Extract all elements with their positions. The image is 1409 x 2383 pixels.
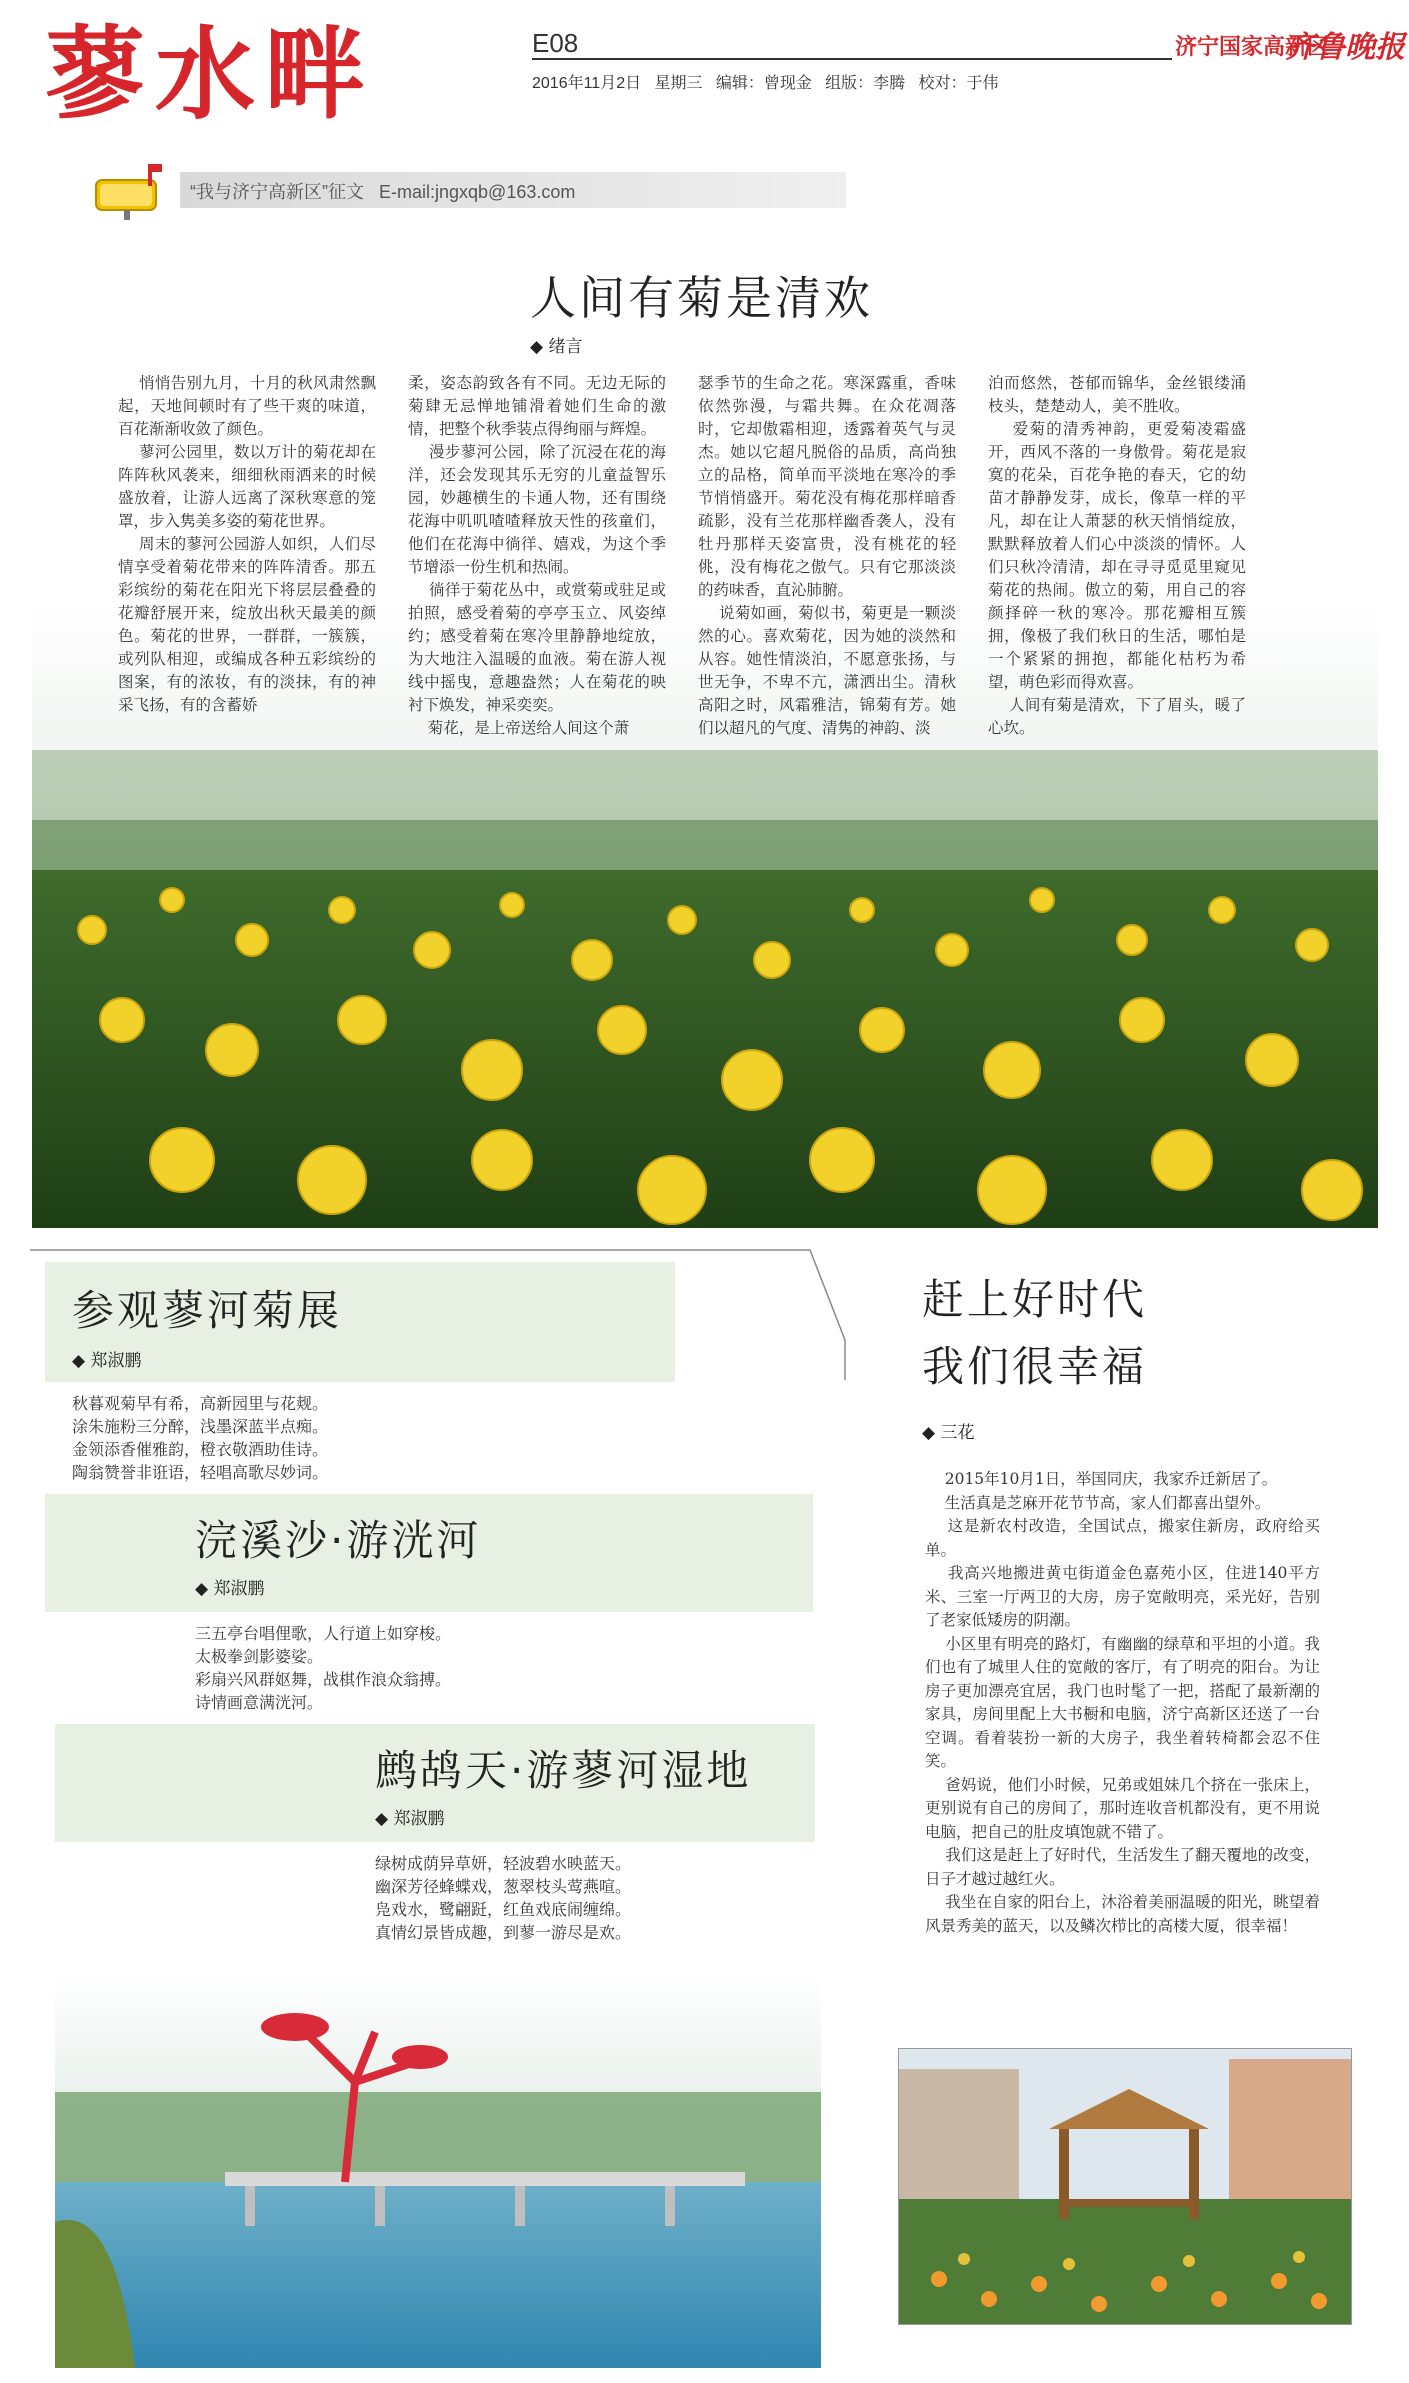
newspaper-logo: 齐鲁晚报 — [1285, 30, 1405, 65]
editor-credit: 编辑：曾现金 — [715, 75, 812, 92]
issue-date: 2016年11月2日 — [532, 75, 642, 92]
right-article-byline: ◆ 三花 — [922, 1423, 975, 1443]
layout-credit: 组版：李腾 — [825, 75, 906, 92]
poem-byline-1: ◆ 郑淑鹏 — [72, 1351, 142, 1371]
article-column-3: 瑟季节的生命之花。寒深露重，香味依然弥漫，与霜共舞。在众花凋落时，它却傲霜相迎，透露着英气与灵杰。她以它超凡脱俗的品质，高尚独立的品格，简单而平淡地在寒冷的季节悄悄盛开。菊花没有梅花那样暗香疏影，没有兰花那样幽香袭人，没有牡丹那样天姿富贵，没有桃花的轻佻，没有梅花之傲气。只有它那淡淡的药味香，直沁肺腑。 说菊如画，菊似书，菊更是一颗淡然的心。喜欢菊花，因为她的淡然和从容。她性情淡泊，不愿意张扬，与世无争，不卑不亢，潇洒出尘。清秋高阳之时，风霜雅洁，锦菊有芳。她们以超凡的气度、清隽的神韵、淡 — [698, 374, 956, 737]
poem-title-1: 参观蓼河菊展 — [72, 1286, 343, 1335]
poem-body-3: 绿树成荫异草妍，轻波碧水映蓝天。 幽深芳径蜂蝶戏，葱翠枝头莺燕喧。 凫戏水，鹭翩跹，红鱼戏底闹缠绵。 真情幻景皆成趣，到蓼一游尽是欢。 — [375, 1854, 632, 1942]
poem-body-2: 三五亭台唱俚歌，人行道上如穿梭。 太极拳剑影婆娑。 彩扇兴风群妪舞，战棋作浪众翁搏。 诗情画意满洸河。 — [195, 1624, 452, 1712]
masthead-rule — [532, 58, 1172, 60]
proof-credit: 校对：于伟 — [918, 75, 999, 92]
banner-email: E-mail:jngxqb@163.com — [379, 182, 576, 202]
wetland-park-photo — [55, 1972, 821, 2368]
mailbox-icon — [90, 158, 170, 220]
right-article-title-line-2: 我们很幸福 — [922, 1342, 1148, 1391]
poem-title-2: 浣溪沙·游洸河 — [195, 1516, 482, 1565]
article-byline: ◆ 绪言 — [530, 337, 583, 357]
article-column-2: 柔，姿态韵致各有不同。无边无际的菊肆无忌惮地铺滑着她们生命的激情，把整个秋季装点得绚丽与辉煌。 漫步蓼河公园，除了沉浸在花的海洋，还会发现其乐无穷的儿童益智乐园，妙趣横生的卡通人物，还有围绕花海中叽叽喳喳释放天性的孩童们，他们在花海中徜徉、嬉戏，为这个季节增添一份生机和热闹。 徜徉于菊花丛中，或赏菊或驻足或拍照，感受着菊的亭亭玉立、风姿绰约；感受着菊在寒冷里静静地绽放，为大地注入温暖的血液。菊在游人视线中摇曳，意趣盎然；人在菊花的映衬下焕发，神采奕奕。 菊花，是上帝送给人间这个萧 — [408, 374, 666, 737]
banner-title: “我与济宁高新区”征文 — [190, 182, 364, 202]
poem-body-1: 秋暮观菊早有希，高新园里与花觌。 涂朱施粉三分醉，浅墨深蓝半点痴。 金领添香催雅韵，橙衣敬酒助佳诗。 陶翁赞誉非诳语，轻唱高歌尽妙词。 — [72, 1394, 329, 1482]
poem-title-3: 鹧鸪天·游蓼河湿地 — [375, 1746, 752, 1795]
brand-name: 济宁国家高新区 — [1175, 35, 1330, 60]
residential-pavilion-photo — [898, 2048, 1352, 2325]
poem-byline-3: ◆ 郑淑鹏 — [375, 1809, 445, 1829]
banner-text — [190, 178, 575, 204]
poem-byline-2: ◆ 郑淑鹏 — [195, 1579, 265, 1599]
page-number: E08 — [532, 28, 579, 58]
issue-weekday: 星期三 — [654, 75, 703, 92]
masthead-title: 蓼水畔 — [45, 16, 375, 133]
article-column-4: 泊而悠然，苍郁而锦华，金丝银缕涌枝头，楚楚动人，美不胜收。 爱菊的清秀神韵，更爱菊凌霜盛开，西风不落的一身傲骨。菊花是寂寞的花朵，百花争艳的春天，它的幼苗才静静发芽，成长，像草一样的平凡，却在让人萧瑟的秋天悄悄绽放，默默释放着人们心中淡淡的情怀。人们只秋冷清清，却在寻寻觅觅里窥见菊花的热闹。傲立的菊，用自己的容颜择碎一秋的寒冷。那花瓣相互簇拥，像极了我们秋日的生活，哪怕是一个紧紧的拥抱，都能化枯朽为希望，萌色彩而得欢喜。 人间有菊是清欢，下了眉头，暖了心坎。 — [988, 374, 1246, 737]
masthead-meta — [532, 70, 999, 93]
right-article-body: 2015年10月1日，举国同庆，我家乔迁新居了。 生活真是芝麻开花节节高，家人们都喜出望外。 这是新农村改造，全国试点，搬家住新房，政府给买单。 我高兴地搬进黄屯街道金色嘉苑小区，住进140平方米、三室一厅两卫的大房，房子宽敞明亮，采光好，告别了老家低矮房的阴潮。 小区里有明亮的路灯，有幽幽的绿草和平坦的小道。我们也有了城里人住的宽敞的客厅，有了明亮的阳台。为让房子更加漂亮宜居，我门也时髦了一把，搭配了最新潮的家具，房间里配上大书橱和电脑，济宁高新区还送了一台空调。看着装扮一新的大房子，我坐着转椅都会忍不住笑。 爸妈说，他们小时候，兄弟或姐妹几个挤在一张床上，更别说有自己的房间了，那时连收音机都没有，更不用说电脑，把自己的肚皮填饱就不错了。 我们这是赶上了好时代，生活发生了翻天覆地的改变，日子才越过越红火。 我坐在自家的阳台上，沐浴着美丽温暖的阳光，眺望着风景秀美的蓝天，以及鳞次栉比的高楼大厦，很幸福！ — [925, 1470, 1320, 1935]
article-title: 人间有菊是清欢 — [530, 271, 873, 325]
article-column-1: 悄悄告别九月，十月的秋风肃然飘起，天地间顿时有了些干爽的味道，百花渐渐收敛了颜色。 蓼河公园里，数以万计的菊花却在阵阵秋风袭来，细细秋雨洒来的时候盛放着，让游人远离了深秋寒意的笼罩，步入隽美多姿的菊花世界。 周末的蓼河公园游人如织，人们尽情享受着菊花带来的阵阵清香。那五彩缤纷的菊花在阳光下将层层叠叠的花瓣舒展开来，绽放出秋天最美的颜色。菊花的世界，一群群，一簇簇，或列队相迎，或编成各种五彩缤纷的图案，有的浓妆，有的淡抹，有的神采飞扬，有的含蓄娇 — [118, 374, 376, 714]
right-article-title-line-1: 赶上好时代 — [922, 1275, 1148, 1324]
